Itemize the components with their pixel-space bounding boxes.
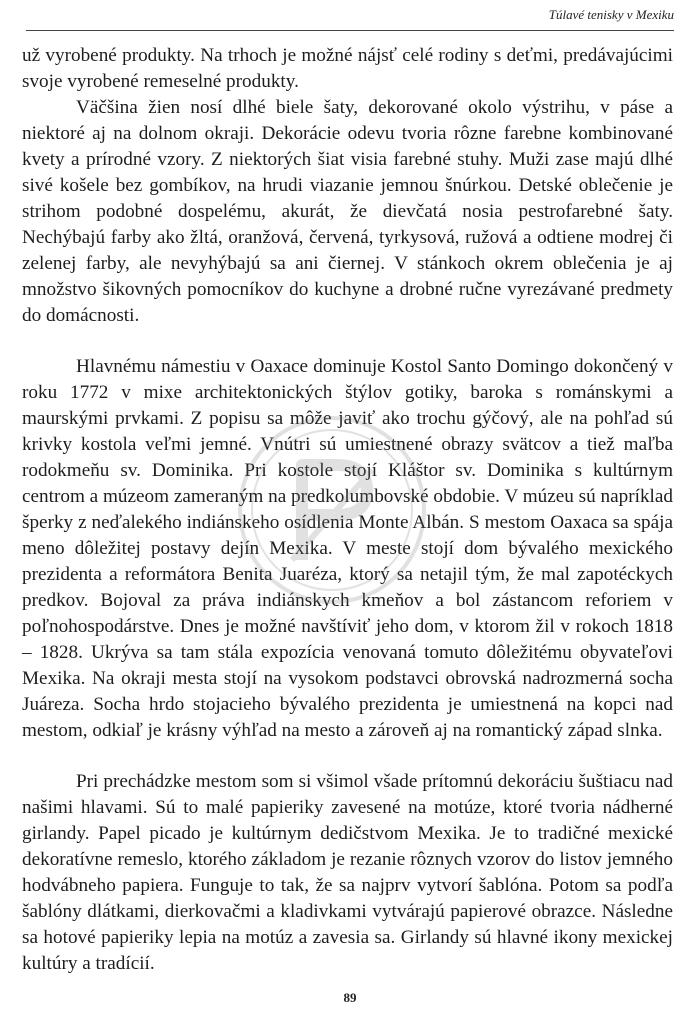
body-text — [22, 43, 673, 977]
paragraph-papel-picado: Pri prechádzke mestom som si všimol všade prítomnú dekoráciu šuštiacu nad našimi hlavami. Sú to malé papieriky zavesené na motúze, ktoré tvoria nádherné girlandy. Papel picado je kultúrnym dedičstvom Mexika. Je to tradičné mexické dekoratívne remeslo, ktorého základom je rezanie rôznych vzorov do listov jemného hodvábneho papiera. Funguje to tak, že sa najprv vytvorí šablóna. Potom sa podľa šablóny dlátkami, dierkovačmi a kladivkami vytvárajú papierové obrazce. Následne sa hotové papieriky lepia na motúz a zavesia sa. Girlandy sú hlavné ikony mexickej kultúry a tradícií. — [22, 771, 673, 974]
page-number: 89 — [343, 990, 357, 1005]
running-title: Túlavé tenisky v Mexiku — [548, 7, 674, 22]
running-header — [26, 0, 674, 31]
paragraph-clothing: Väčšina žien nosí dlhé biele šaty, dekorované okolo výstrihu, v páse a niektoré aj na dolnom okraji. Dekorácie odevu tvoria rôzne farebne kombinované kvety a prírodné vzory. Z niektorých šiat visia farebné stuhy. Muži zase majú dlhé sivé košele bez gombíkov, na hrudi viazanie jemnou šnúrkou. Detské oblečenie je strihom podobné dospelému, akurát, že dievčatá nosia pestrofarebné šaty. Nechýbajú farby ako žltá, oranžová, červená, tyrkysová, ružová a odtiene modrej či zelenej farby, ale nevyhýbajú sa ani čiernej. V stánkoch okrem oblečenia je aj množstvo šikovných pomocníkov do kuchyne a drobné ručne vyrezávané predmety do domácnosti. — [22, 97, 673, 326]
paragraph-continuation: už vyrobené produkty. Na trhoch je možné nájsť celé rodiny s deťmi, predávajúcimi svoje vyrobené remeselné produkty. — [22, 45, 673, 92]
paragraph-santo-domingo: Hlavnému námestiu v Oaxace dominuje Kostol Santo Domingo dokončený v roku 1772 v mixe architektonických štýlov gotiky, baroka s románskymi a maurskými prvkami. Z popisu sa môže javiť ako trochu gýčový, ale na pohľad sú krivky kostola veľmi jemné. Vnútri sú umiestnené obrazy svätcov a tiež maľba rodokmeňu sv. Dominika. Pri kostole stojí Kláštor sv. Dominika s kultúrnym centrom a múzeom zameraným na predkolumbovské obdobie. V múzeu sú napríklad šperky z neďalekého indiánskeho osídlenia Monte Albán. S mestom Oaxaca sa spája meno dôležitej postavy dejín Mexika. V meste stojí dom bývalého mexického prezidenta a reformátora Benita Juaréza, ktorý sa netajil tým, že mal zapotéckych predkov. Bojoval za práva indiánskych kmeňov a bol zástancom reforiem v poľnohospodárstve. Dnes je možné navštíviť jeho dom, v ktorom žil v rokoch 1818 – 1828. Ukrýva sa tam stála expozícia venovaná tomuto dôležitému obyvateľovi Mexika. Na okraji mesta stojí na vysokom podstavci obrovská nadrozmerná socha Juáreza. Socha hrdo stojacieho bývalého prezidenta je umiestnená na kopci nad mestom, odkiaľ je krásny výhľad na mesto a zároveň aj na romantický západ slnka. — [22, 356, 673, 741]
